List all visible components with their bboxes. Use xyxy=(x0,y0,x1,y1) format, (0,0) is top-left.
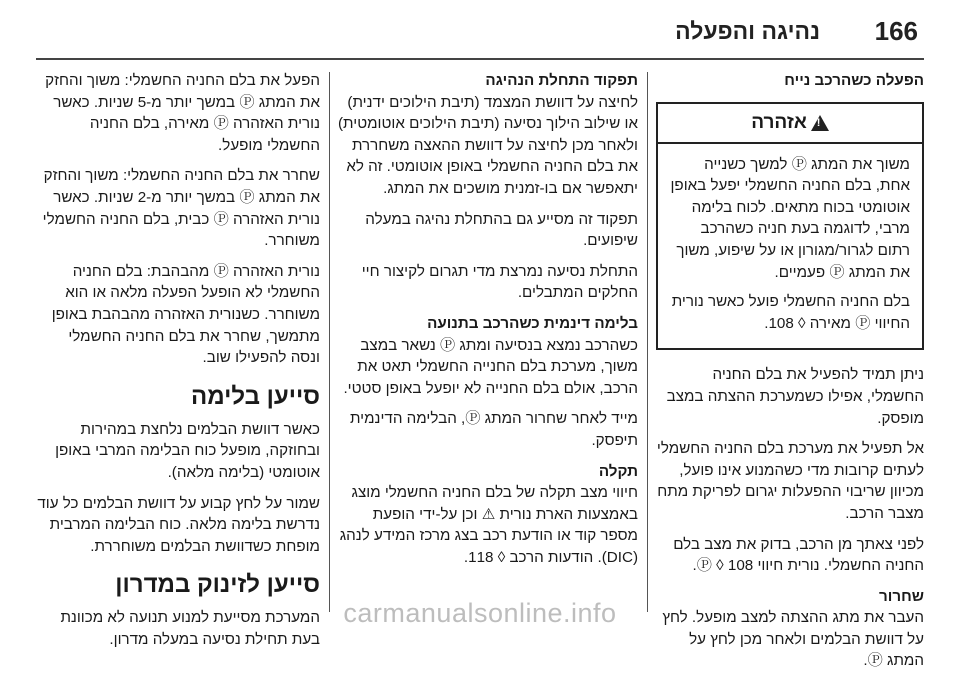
body-paragraph: מייד לאחר שחרור המתג Ⓟ, הבלימה הדינמית תיפסק. xyxy=(349,410,638,449)
body-paragraph: הפעל את בלם החניה החשמלי: משוך והחזק את המתג Ⓟ במשך יותר מ-5 שניות. כאשר נורית האזהרה Ⓟ מאירה, בלם החניה החשמלי מופעל. xyxy=(45,72,320,154)
body-paragraph: שמור על לחץ קבוע על דוושת הבלמים כל עוד נדרשת בלימה מלאה. כוח הבלימה המרבית מופחת כשדוושת הבלמים משוחררת. xyxy=(37,494,320,555)
right-column xyxy=(656,70,924,681)
warning-header xyxy=(658,104,922,144)
column-divider xyxy=(647,72,648,612)
body-paragraph: העבר את מתג ההצתה למצב מופעל. לחץ על דוושת הבלמים ולאחר מכן לחץ על המתג Ⓟ. xyxy=(662,609,924,670)
page-number: 166 xyxy=(874,16,918,46)
header-rule xyxy=(36,58,924,60)
page-header xyxy=(0,0,960,62)
section-heading: סייען בלימה xyxy=(191,382,320,410)
warning-body xyxy=(658,144,922,349)
left-column xyxy=(35,70,320,659)
body-paragraph: כאשר דוושת הבלמים נלחצת במהירות ובחוזקה, מופעל כוח הבלימה המרבי באופן אוטומטי (בלימה מלאה). xyxy=(55,420,320,481)
subsection-heading: תפקוד התחלת הנהיגה xyxy=(485,72,638,89)
body-paragraph: אל תפעיל את מערכת בלם החניה החשמלי לעתים קרובות מדי כשהמנוע אינו פועל, מכיוון שריבוי ההפעלות יגרום לפריקת מתח מצבר הרכב. xyxy=(656,440,924,522)
body-paragraph: נורית האזהרה Ⓟ מהבהבת: בלם החניה החשמלי לא הופעל הפעלה מלאה או הוא משוחרר. כשנורית האזהרה מהבהבת באופן מתמשך, שחרר את בלם החניה החשמלי ונסה להפעילו שוב. xyxy=(51,262,320,367)
body-paragraph: המערכת מסייעת למנוע תנועה לא מכוונת בעת תחילת נסיעה במעלה מדרון. xyxy=(60,609,320,648)
subsection-heading: בלימה דינמית כשהרכב בתנועה xyxy=(427,314,638,332)
warning-box xyxy=(656,102,924,351)
body-paragraph: תפקוד זה מסייע גם בהתחלת נהיגה במעלה שיפועים. xyxy=(365,210,638,250)
warning-paragraph: בלם החניה החשמלי פועל כאשר נורית החיווי Ⓟ מאירה ◊ 108. xyxy=(671,293,910,332)
warning-paragraph: משוך את המתג Ⓟ למשך כשנייה אחת, בלם החניה החשמלי יפעל באופן אוטומטי בכוח מתאים. לכוח בלימה מרבי, לדוגמה בעת חניה כשהרכב רתום לגרור/מגורון או על שיפוע, משוך את המתג Ⓟ פעמיים. xyxy=(670,155,910,281)
subsection-heading: שחרור xyxy=(879,587,924,605)
warning-title: אזהרה xyxy=(751,111,807,133)
body-paragraph: לפני צאתך מן הרכב, בדוק את מצב בלם החניה החשמלי. נורית חיווי Ⓟ ◊ 108. xyxy=(673,535,924,575)
section-heading: סייען לזינוק במדרון xyxy=(115,571,320,599)
body-paragraph: התחלת נסיעה נמרצת מדי תגרום לקיצור חיי החלקים המתבלים. xyxy=(361,262,638,302)
subsection-heading: תקלה xyxy=(598,462,638,480)
middle-column xyxy=(338,70,638,577)
body-paragraph: שחרר את בלם החניה החשמלי: משוך והחזק את המתג Ⓟ במשך יותר מ-2 שניות. כאשר נורית האזהרה Ⓟ כבית, בלם החניה החשמלי משוחרר. xyxy=(42,167,320,250)
body-paragraph: ניתן תמיד להפעיל את בלם החניה החשמלי, אפילו כשמערכת ההצתה במצב מופסק. xyxy=(666,366,924,427)
warning-triangle-icon xyxy=(811,115,829,131)
watermark: carmanualsonline.info xyxy=(343,598,617,628)
body-paragraph: חיווי מצב תקלה של בלם החניה החשמלי מוצג באמצעות הארת נורית ⚠ וכן על-ידי הופעת מספר קוד או הודעת רכב בצג מרכז המידע לנהג (DIC). הודעות הרכב ◊ 118. xyxy=(339,484,638,566)
section-heading: הפעלה כשהרכב נייח xyxy=(784,72,924,89)
section-title: נהיגה והפעלה xyxy=(675,18,820,44)
body-paragraph: לחיצה על דוושת המצמד (תיבת הילוכים ידנית) או שילוב הילוך נסיעה (תיבת הילוכים אוטומטית) ולאחר מכן לחיצה על דוושת ההאצה משחררת את בלם החניה החשמלי באופן אוטומטי. זה לא יתאפשר אם בו-זמנית מושכים את המתג. xyxy=(338,93,638,197)
column-divider xyxy=(329,72,330,612)
body-paragraph: כשהרכב נמצא בנסיעה ומתג Ⓟ נשאר במצב משוך, מערכת בלם החנייה החשמלי תאט את הרכב, אולם בלם החנייה לא יופעל באופן סטטי. xyxy=(343,336,638,397)
